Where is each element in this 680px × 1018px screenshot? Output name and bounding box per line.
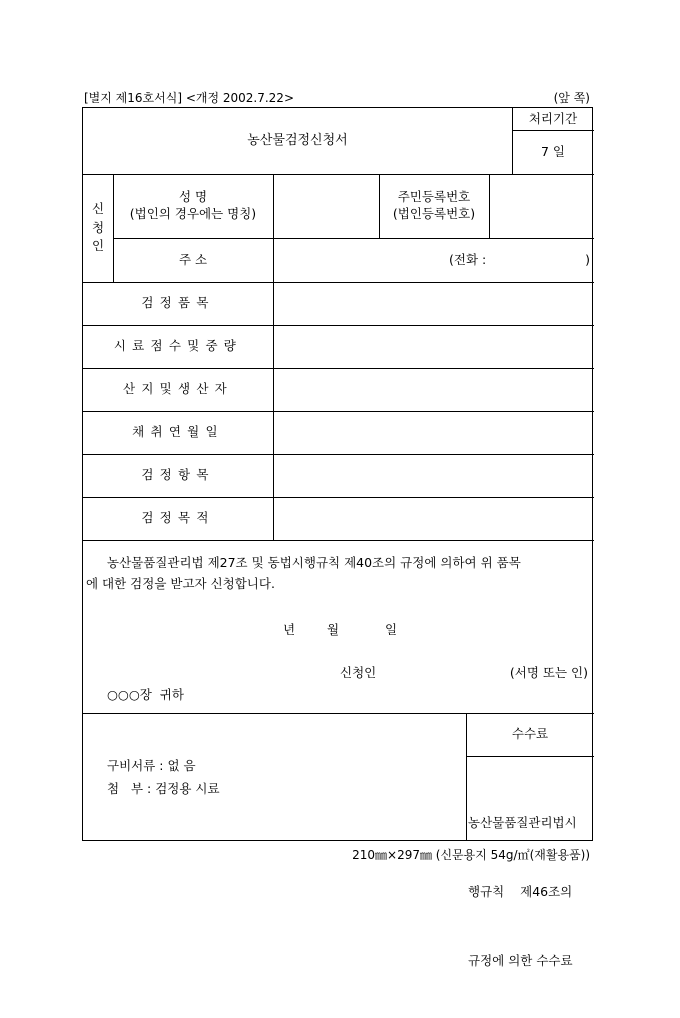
statement-line-2: 에 대한 검정을 받고자 신청합니다.: [86, 576, 275, 591]
id-number-cell: [379, 174, 489, 238]
statement-line-1: 농산물품질관리법 제27조 및 동법시행규칙 제40조의 규정에 의하여 위 품목: [107, 555, 521, 570]
inspection-purpose-label: 검정목적: [141, 510, 215, 526]
date-day: 일: [385, 622, 398, 637]
applicant-group-label: 신청인: [91, 200, 105, 254]
paper-spec: 210㎜×297㎜ (신문용지 54g/㎡(재활용품)): [352, 848, 590, 862]
name-cell: [113, 174, 273, 238]
processing-period-label: 처리기간: [528, 110, 578, 126]
addressee: ○○○장 귀하: [107, 687, 184, 702]
sample-count-weight-label: 시료점수및중량: [113, 338, 243, 354]
id-number-label: 주민등록번호: [397, 189, 471, 205]
inspection-item-label: 검정품목: [141, 295, 215, 311]
phone-close: ): [585, 251, 590, 267]
fee-line-3: 규정에 의한 수수료: [468, 953, 573, 968]
name-input[interactable]: [273, 174, 379, 238]
processing-period-value: 7 일: [540, 143, 565, 159]
name-label: 성 명: [178, 189, 208, 205]
origin-producer-input[interactable]: [273, 368, 594, 411]
required-documents: 구비서류 : 없 음: [107, 758, 196, 773]
fee-description: [468, 765, 577, 1018]
address-input[interactable]: [273, 238, 594, 282]
fee-label: 수수료: [511, 726, 549, 742]
id-number-input[interactable]: [489, 174, 594, 238]
signature-field[interactable]: (서명 또는 인): [509, 665, 588, 680]
inspection-item-input[interactable]: [273, 282, 594, 325]
phone-label: (전화 :: [449, 251, 487, 267]
fee-line-1: 농산물품질관리법시: [468, 815, 577, 830]
collection-date-input[interactable]: [273, 411, 594, 454]
id-number-sublabel: (법인등록번호): [392, 206, 476, 221]
page-side: (앞 쪽): [553, 91, 590, 105]
form-number: [별지 제16호서식] <개정 2002.7.22>: [84, 91, 294, 105]
address-label: 주 소: [178, 251, 208, 267]
collection-date-label: 채취연월일: [132, 424, 224, 440]
form-title: 농산물검정신청서: [247, 133, 348, 149]
date-year: 년: [283, 622, 296, 637]
origin-producer-label: 산지및생산자: [123, 381, 233, 397]
date-month: 월: [327, 622, 340, 637]
inspection-category-label: 검정항목: [141, 467, 215, 483]
sample-count-weight-input[interactable]: [273, 325, 594, 368]
name-sublabel: (법인의 경우에는 명칭): [129, 206, 257, 221]
attachments-line: 첨 부 : 검정용 시료: [107, 781, 220, 796]
inspection-purpose-input[interactable]: [273, 497, 594, 540]
fee-line-2: 행규칙 제46조의: [468, 884, 573, 899]
inspection-category-input[interactable]: [273, 454, 594, 497]
signer-label: 신청인: [340, 665, 377, 680]
